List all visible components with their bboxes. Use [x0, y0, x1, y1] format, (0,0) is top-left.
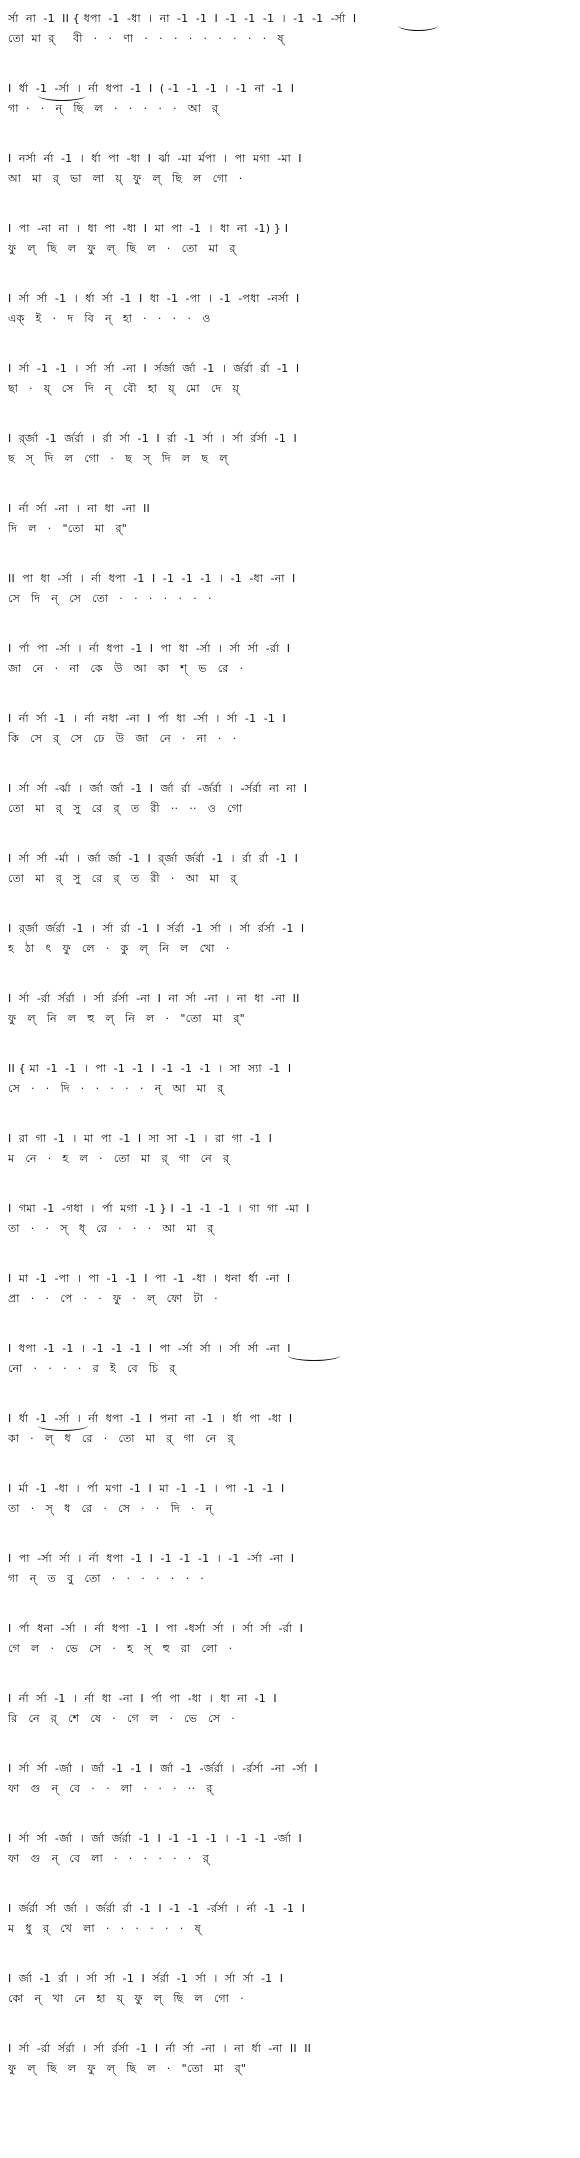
swaralipi-notes: I র্সা র্সা -র্মা । র্জা র্জা -1 I র্র্জা র্জর্রা -1 । র্রা র্রা -1 I [8, 852, 299, 865]
swaralipi-notes: I র্সা র্সা -র্জা । র্জা -1 -1 I র্জা -1 -র্জর্রা । -র্রর্সা -না -র্সা I [8, 1762, 318, 1775]
notation-row [8, 572, 574, 624]
song-lyrics: গা ন্ ত বু তো · · · · · · · [8, 1572, 205, 1585]
song-lyrics: দি ল · "তো মা র্" [8, 522, 128, 535]
notation-row [8, 12, 574, 64]
swaralipi-notes: I র্না র্সা -1 । র্না নধা -না I র্পা ধা -র্সা । র্সা -1 -1 I [8, 712, 286, 725]
song-lyrics: ফু ল্ নি ল হু ল্ নি ল · "তো মা র্" [8, 1012, 245, 1025]
swaralipi-notes: I ধপা -1 -1 । -1 -1 -1 I পা -র্সা র্সা । র্সা র্সা -না I [8, 1342, 291, 1355]
notation-row [8, 782, 574, 834]
song-lyrics: প্রা · · পে · · ফু · ল্ ফো টা · [8, 1292, 218, 1305]
song-lyrics: নো · · · · র ই বে চি র্ [8, 1362, 176, 1375]
song-lyrics: সে · · দি · · · · · ন্ আ মা র্ [8, 1082, 224, 1095]
song-lyrics: রি নে র্ শে ষে · গে ল · ভে সে · [8, 1712, 235, 1725]
notation-row [8, 432, 574, 484]
slur-mark [398, 20, 438, 31]
notation-row [8, 2042, 574, 2094]
song-lyrics: ফু ল্ ছি ল ফু ল্ ছি ল · "তো মা র্" [8, 2062, 247, 2075]
swaralipi-notes: I র্জর্রা র্সা র্জা । র্জর্রা র্রা -1 I -1 -1 -র্রর্সা । র্না -1 -1 I [8, 1902, 306, 1915]
song-lyrics: হ ঠা ৎ ফু লে · কু ল্ নি ল খো · [8, 942, 230, 955]
swaralipi-notes: I র্না র্সা -1 । র্না ধা -না I র্পা পা -ধা । ধা না -1 I [8, 1692, 277, 1705]
swaralipi-notes: I র্সা র্সা -র্জা । র্জা র্জর্রা -1 I -1 -1 -1 । -1 -1 -র্জা I [8, 1832, 302, 1845]
slur-mark [38, 1420, 88, 1431]
notation-row [8, 1622, 574, 1674]
swaralipi-notes: I র্জা -1 র্রা । র্সা র্সা -1 I র্সর্রা -1 র্সা । র্সা র্সা -1 I [8, 1972, 284, 1985]
swaralipi-notes: I পা -না না । ধা পা -ধা I মা পা -1 । ধা না -1) } I [8, 222, 289, 235]
notation-row [8, 1762, 574, 1814]
swaralipi-notes: I গমা -1 -গধা । র্পা মগা -1 } I -1 -1 -1 । গা গা -মা I [8, 1202, 310, 1215]
notation-row [8, 1692, 574, 1744]
swaralipi-notes: I র্ধা -1 -র্সা । র্না ধপা -1 I ( -1 -1 -1 । -1 না -1 I [8, 82, 295, 95]
song-lyrics: কা · ল্ ধ রে · তো মা র্ গা নে র্ [8, 1432, 234, 1445]
notation-row [8, 1342, 574, 1394]
notation-row [8, 362, 574, 414]
swaralipi-notes: I পা -র্সা র্সা । র্না ধপা -1 I -1 -1 -1 । -1 -র্সা -না I [8, 1552, 295, 1565]
notation-row [8, 222, 574, 274]
notation-row [8, 1202, 574, 1254]
song-lyrics: আ মা র্ ভা লা য়্ ফু ল্ ছি ল গো · [8, 172, 243, 185]
song-lyrics: ছা · য়্ সে দি ন্ বৌ হা য়্ মো দে য়্ [8, 382, 240, 395]
song-lyrics: জা নে · না কে উ আ কা শ্ ভ রে · [8, 662, 244, 675]
song-lyrics: এক্ ই · দ বি ন্ হা · · · · ও [8, 312, 211, 325]
notation-row [8, 1972, 574, 2024]
notation-row [8, 292, 574, 344]
swaralipi-notes: I র্সা -র্রা র্সর্রা । র্সা র্রর্সা -1 I র্না র্সা -না । না র্ধা -না II II [8, 2042, 312, 2055]
notation-row [8, 1552, 574, 1604]
notation-row [8, 642, 574, 694]
song-lyrics: ফু ল্ ছি ল ফু ল্ ছি ল · তো মা র্ [8, 242, 236, 255]
song-lyrics: তো মা র্ বী · · ণা · · · · · · · · · ষ্ [8, 32, 284, 45]
swaralipi-notes: I র্পা পা -র্সা । র্না ধপা -1 I পা ধা -র্সা । র্সা র্সা -র্রা I [8, 642, 291, 655]
notation-row [8, 712, 574, 764]
swaralipi-notes: I র্ধা -1 -র্সা । র্না ধপা -1 I পনা না -1 । র্ধা পা -ধা I [8, 1412, 293, 1425]
notation-row [8, 922, 574, 974]
song-lyrics: সে দি ন্ সে তো · · · · · · · [8, 592, 212, 605]
song-lyrics: ছ স্ দি ল গো · ছ স্ দি ল ছ ল্ [8, 452, 228, 465]
song-lyrics: তো মা র্ সু রে র্ ত রী · আ মা র্ [8, 872, 237, 885]
song-lyrics: ফা গু ন্ বে · · লা · · · ·· র্ [8, 1782, 213, 1795]
swaralipi-notes: I র্মা -1 -ধা । র্পা মগা -1 I মা -1 -1 । পা -1 -1 I [8, 1482, 285, 1495]
song-lyrics: কো ন্ খা নে হা য়্ ফু ল্ ছি ল গো · [8, 1992, 244, 2005]
notation-row [8, 1132, 574, 1184]
song-lyrics: গে ল · ভে সে · হ স্ হু রা লো · [8, 1642, 233, 1655]
notation-row [8, 1062, 574, 1114]
notation-row [8, 1832, 574, 1884]
swaralipi-notes: I মা -1 -পা । পা -1 -1 I পা -1 -ধা । ধনা র্ধা -না I [8, 1272, 291, 1285]
slur-mark [288, 1350, 340, 1361]
notation-row [8, 992, 574, 1044]
swaralipi-notes: I র্সা -র্রা র্সর্রা । র্সা র্রর্সা -না I না র্সা -না । না ধা -না II [8, 992, 300, 1005]
notation-row [8, 1272, 574, 1324]
slur-mark [38, 90, 86, 101]
swaralipi-notes: II { মা -1 -1 । পা -1 -1 I -1 -1 -1 । সা স্যা -1 I [8, 1062, 292, 1075]
swaralipi-notes: I র্না র্সা -না । না ধা -না II [8, 502, 150, 515]
song-lyrics: ম ধু র্ খে লা · · · · · · ষ্ [8, 1922, 201, 1935]
song-lyrics: তা · স্ ধ রে · সে · · দি · ন্ [8, 1502, 213, 1515]
swaralipi-notes: I র্পা ধনা -র্সা । র্না ধপা -1 I পা -ধর্সা র্সা । র্সা র্সা -র্রা I [8, 1622, 304, 1635]
swaralipi-notes: I র্র্জা র্জর্রা -1 । র্সা র্রা -1 I র্সর্রা -1 র্সা । র্সা র্রর্সা -1 I [8, 922, 305, 935]
notation-row [8, 82, 574, 134]
song-lyrics: ম নে · হ ল · তো মা র্ গা নে র্ [8, 1152, 230, 1165]
song-lyrics: কি সে র্ সে ঢে উ জা নে · না · · [8, 732, 237, 745]
swaralipi-notes: II পা ধা -র্সা । র্না ধপা -1 I -1 -1 -1 । -1 -ধা -না I [8, 572, 296, 585]
song-lyrics: তা · · স্ ধ্ রে · · · আ মা র্ [8, 1222, 214, 1235]
swaralipi-notes: I র্সা র্সা -র্ঝা । র্জা র্জা -1 I র্জা র্রা -র্জর্রা । -র্সর্রা না না I [8, 782, 308, 795]
swaralipi-notes: I র্সা র্সা -1 । র্ধা র্সা -1 I ধা -1 -পা । -1 -পধা -নর্সা I [8, 292, 300, 305]
notation-row [8, 502, 574, 554]
swaralipi-notes: I র্র্জা -1 র্জর্রা । র্রা র্সা -1 I র্রা -1 র্সা । র্সা র্রর্সা -1 I [8, 432, 297, 445]
swaralipi-notes: I রা গা -1 । মা পা -1 I সা সা -1 । রা গা -1 I [8, 1132, 273, 1145]
notation-row [8, 852, 574, 904]
swaralipi-notes: I নর্সা র্না -1 । র্ধা পা -ধা I র্ঝা -মা র্মপা । পা মগা -মা I [8, 152, 302, 165]
song-lyrics: গা · · ন্ ছি ল · · · · · আ র্ [8, 102, 219, 115]
notation-row [8, 152, 574, 204]
notation-row [8, 1482, 574, 1534]
swaralipi-notes: I র্সা -1 -1 । র্সা র্সা -না I র্সর্জা র্জা -1 । র্জর্রা র্রা -1 I [8, 362, 300, 375]
song-lyrics: ফা গু ন্ বে লা · · · · · · র্ [8, 1852, 209, 1865]
notation-row [8, 1902, 574, 1954]
notation-row [8, 1412, 574, 1464]
swaralipi-notes: র্সা না -1 II { ধপা -1 -ধা । না -1 -1 I -1 -1 -1 । -1 -1 -র্সা I [8, 12, 357, 25]
song-lyrics: তো মা র্ সু রে র্ ত রী ·· ·· ও গো [8, 802, 243, 815]
